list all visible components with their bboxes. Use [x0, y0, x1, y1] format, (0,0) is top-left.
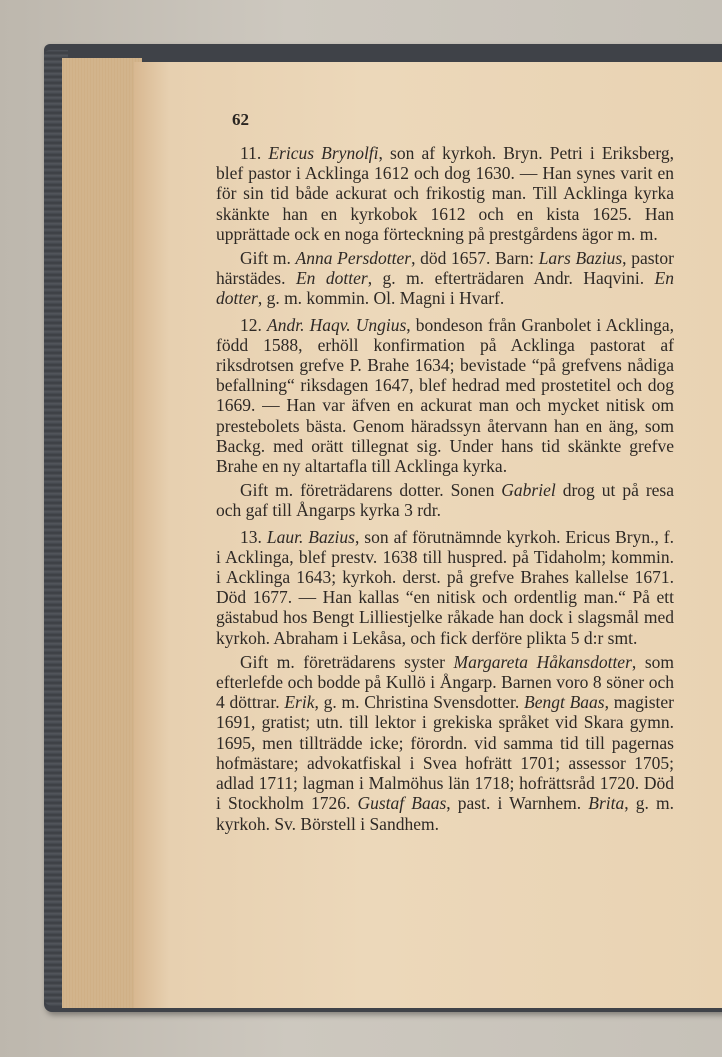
text-run: , son af kyrkoh. Bryn. Petri i Eriksberg, blef pastor i Acklinga 1612 och dog 1630. — Han synes varit en för sin tid både ackurat och frikostig man. Till Acklinga kyrka skänkte han en kyrkobok 1612 och en kista 1625. Han upprättade ock en noga förteckning på prestgårdens ägor m. m.	[216, 143, 674, 244]
paragraph-12	[216, 315, 674, 477]
text-run: , g. m. kommin. Ol. Magni i Hvarf.	[257, 288, 505, 309]
text-run: , pastor härstädes.	[216, 248, 674, 289]
text-run: , magister 1691, gratist; utn. till lektor i grekiska språket vid Skara gymn. 1695, men tillträdde icke; förordn. vid samma tid till pagernas hofmästare; advokatfiskal i Svea hofrätt 1701; assessor 1705; adlad 1711; lagman i Malmöhus län 1718; hofrättsråd 1720. Död i Stockholm 1726.	[216, 692, 674, 814]
italic-name: Ericus Brynolfi	[268, 143, 379, 163]
paragraph-13-marriage	[216, 652, 674, 834]
italic-name: Erik	[284, 692, 315, 713]
text-run: 13.	[240, 526, 267, 547]
italic-name: En dotter	[216, 268, 674, 309]
italic-name: Brita	[588, 793, 625, 814]
italic-name: Margareta Håkansdotter	[453, 651, 632, 672]
text-run: , past. i Warnhem.	[446, 793, 589, 814]
italic-name: Gustaf Baas	[357, 793, 447, 814]
text-run: , död 1657. Barn:	[411, 248, 539, 269]
italic-name: Anna Persdotter	[295, 248, 412, 269]
italic-name: Lars Bazius	[538, 248, 623, 269]
text-run: , bondeson från Granbolet i Acklinga, född 1588, erhöll konfirmation på Acklinga pastorat af riksdrotsen grefve P. Brahe 1634; bevistade “på grefvens nådiga befallning“ riksdagen 1647, blef hedrad med prostetitel och dog 1669. — Han var äfven en ackurat man och mycket nitisk om prestebolets bästa. Genom häradssyn återvann han en äng, som Backg. med orätt tillegnat sig. Under hans tid skänkte grefve Brahe en ny altartafla till Acklinga kyrka.	[216, 314, 674, 477]
text-run: , g. m. kyrkoh. Sv. Börstell i Sandhem.	[216, 793, 674, 834]
page-body	[216, 143, 674, 834]
paragraph-13	[216, 527, 674, 648]
page-number: 62	[232, 110, 249, 129]
paragraph-11-marriage	[216, 248, 674, 309]
paragraph-12-marriage	[216, 480, 674, 520]
text-run: 12.	[240, 314, 268, 335]
text-run: 11.	[240, 143, 269, 163]
text-run: , som efterlefde och bodde på Kullö i Ångarp. Barnen voro 8 söner och 4 döttrar.	[216, 651, 674, 713]
text-run: Gift m.	[240, 248, 296, 269]
italic-name: En dotter	[295, 268, 368, 289]
italic-name: Bengt Baas	[524, 692, 605, 713]
italic-name: Laur. Bazius	[266, 526, 355, 547]
text-run: drog ut på resa och gaf till Ångarps kyrka 3 rdr.	[216, 480, 674, 521]
text-run: , g. m. Christina Svensdotter.	[314, 692, 524, 713]
page-edges	[62, 58, 142, 1008]
italic-name: Andr. Haqv. Ungius	[267, 314, 407, 335]
text-run: , g. m. efterträdaren Andr. Haqvini.	[367, 268, 655, 289]
text-run: , son af förutnämnde kyrkoh. Ericus Bryn., f. i Acklinga, blef prestv. 1638 till huspred. på Tidaholm; kommin. i Acklinga 1643; kyrkoh. derst. på grefve Brahes kallelse 1671. Död 1677. — Han kallas “en nitisk och ordentlig man.“ På ett gästabud hos Bengt Lilliestjelke råkade han dock i slagsmål med kyrkoh. Abraham i Lekåsa, och fick derföre plikta 5 d:r smt.	[216, 526, 675, 648]
paragraph-11	[216, 143, 674, 244]
text-run: Gift m. företrädarens syster	[240, 651, 454, 672]
text-run: Gift m. företrädarens dotter. Sonen	[240, 480, 502, 501]
italic-name: Gabriel	[501, 480, 556, 501]
